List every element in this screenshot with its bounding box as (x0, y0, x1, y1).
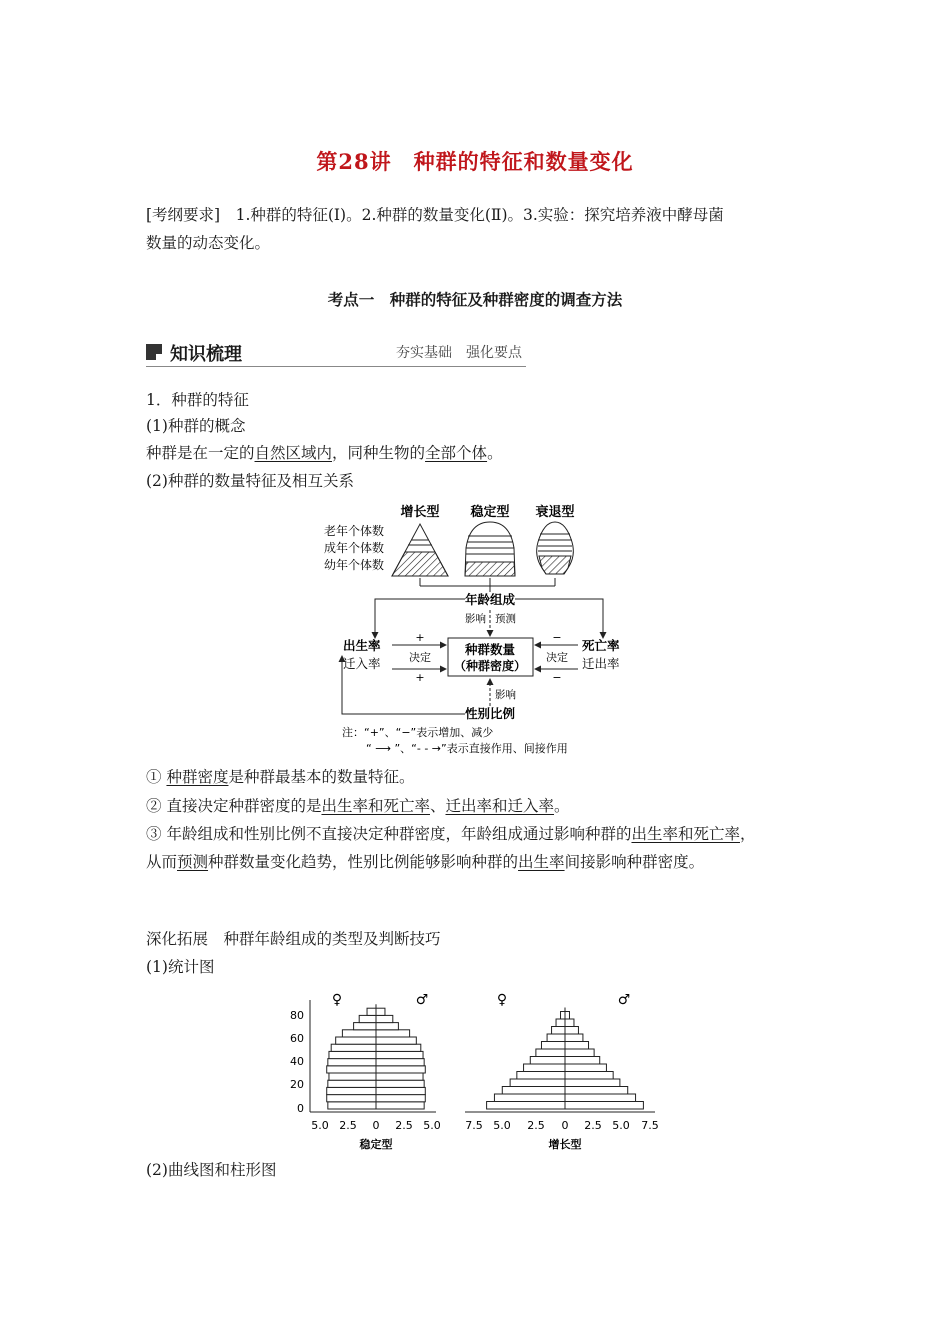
immigration-rate: 迁入率 (343, 656, 381, 671)
section-title: 考点一 种群的特征及种群密度的调查方法 (327, 290, 623, 309)
type-growth: 增长型 (400, 505, 440, 520)
minus-emig: − (552, 671, 562, 684)
male-icon: ♂ (415, 992, 429, 1008)
label-predict: 预测 (495, 613, 516, 625)
plus-immig: + (415, 671, 425, 684)
y-tick-80: 80 (290, 1009, 304, 1022)
minus-death: − (552, 631, 562, 644)
requirements-line1: [考纲要求] 1.种群的特征(Ⅰ)。2.种群的数量变化(Ⅱ)。3.实验：探究培养液中酵母菌 (146, 206, 724, 224)
type-stable: 稳定型 (470, 505, 510, 520)
center-population: 种群数量 (464, 642, 516, 657)
banner-subtitle: 夯实基础 强化要点 (396, 345, 522, 361)
note-line2: “ ⟶ ”、“- - →”表示直接作用、间接作用 (366, 742, 568, 755)
female-icon-2: ♀ (496, 992, 508, 1008)
age-composition: 年龄组成 (464, 592, 516, 607)
s1-heading: 1．种群的特征 (146, 391, 249, 409)
x-tick-growth-7: 7.5 (641, 1119, 659, 1132)
point-2: ② 直接决定种群密度的是出生率和死亡率、迁出率和迁入率。 (146, 797, 570, 815)
x-tick-stable-3: 0 (372, 1119, 380, 1132)
point-1: ① 种群密度是种群最基本的数量特征。 (146, 768, 415, 786)
x-tick-stable-5: 5.0 (423, 1119, 441, 1132)
page-title: 第28讲 种群的特征和数量变化 (316, 149, 634, 174)
extension-heading: 深化拓展 种群年龄组成的类型及判断技巧 (146, 930, 441, 948)
age-young: 幼年个体数 (324, 558, 385, 572)
x-tick-growth-6: 5.0 (612, 1119, 630, 1132)
s1-2-heading: (2)种群的数量特征及相互关系 (146, 472, 354, 490)
point-3: ③ 年龄组成和性别比例不直接决定种群密度，年龄组成通过影响种群的出生率和死亡率， (146, 825, 756, 843)
y-tick-60: 60 (290, 1032, 304, 1045)
s1-1-heading: (1)种群的概念 (146, 417, 246, 435)
death-rate: 死亡率 (582, 638, 620, 653)
label-influence-bottom: 影响 (495, 689, 516, 701)
pyramid-stable (465, 522, 515, 576)
x-tick-stable-2: 2.5 (339, 1119, 357, 1132)
decide-left: 决定 (409, 651, 431, 664)
plus-birth: + (415, 631, 425, 644)
x-tick-stable-1: 5.0 (311, 1119, 329, 1132)
definition: 种群是在一定的自然区域内，同种生物的全部个体。 (146, 444, 503, 462)
pyramid-decline (537, 522, 574, 574)
banner-underline (146, 366, 526, 367)
pyramid-growth (392, 524, 448, 576)
label-influence-top: 影响 (465, 613, 486, 625)
banner-title: 知识梳理 (170, 344, 242, 365)
y-tick-0: 0 (297, 1102, 304, 1115)
age-old: 老年个体数 (324, 524, 385, 538)
x-tick-growth-2: 5.0 (493, 1119, 511, 1132)
emigration-rate: 迁出率 (582, 656, 620, 671)
birth-rate: 出生率 (343, 638, 381, 653)
sex-ratio: 性别比例 (464, 706, 516, 721)
x-tick-growth-1: 7.5 (465, 1119, 483, 1132)
stable-label: 稳定型 (359, 1138, 393, 1151)
y-tick-40: 40 (290, 1055, 304, 1068)
note-line1: 注：“+”、“−”表示增加、减少 (342, 726, 494, 739)
age-pyramid-charts (280, 982, 670, 1154)
x-tick-growth-4: 0 (561, 1119, 569, 1132)
female-icon: ♀ (331, 992, 343, 1008)
decide-right: 决定 (546, 651, 568, 664)
x-tick-stable-4: 2.5 (395, 1119, 413, 1132)
male-icon-2: ♂ (617, 992, 631, 1008)
point-3-cont: 从而预测种群数量变化趋势，性别比例能够影响种群的出生率间接影响种群密度。 (146, 853, 705, 871)
center-density: （种群密度） (453, 659, 527, 673)
square-icon (146, 344, 162, 360)
population-feature-diagram (320, 498, 630, 758)
requirements-line2: 数量的动态变化。 (146, 234, 271, 252)
y-tick-20: 20 (290, 1078, 304, 1091)
type-decline: 衰退型 (535, 505, 575, 520)
ext1-heading: (1)统计图 (146, 958, 215, 976)
x-tick-growth-5: 2.5 (584, 1119, 602, 1132)
knowledge-banner (146, 340, 526, 368)
growth-label: 增长型 (548, 1138, 582, 1151)
age-adult: 成年个体数 (324, 541, 385, 555)
x-tick-growth-3: 2.5 (527, 1119, 545, 1132)
ext2-heading: (2)曲线图和柱形图 (146, 1161, 277, 1179)
